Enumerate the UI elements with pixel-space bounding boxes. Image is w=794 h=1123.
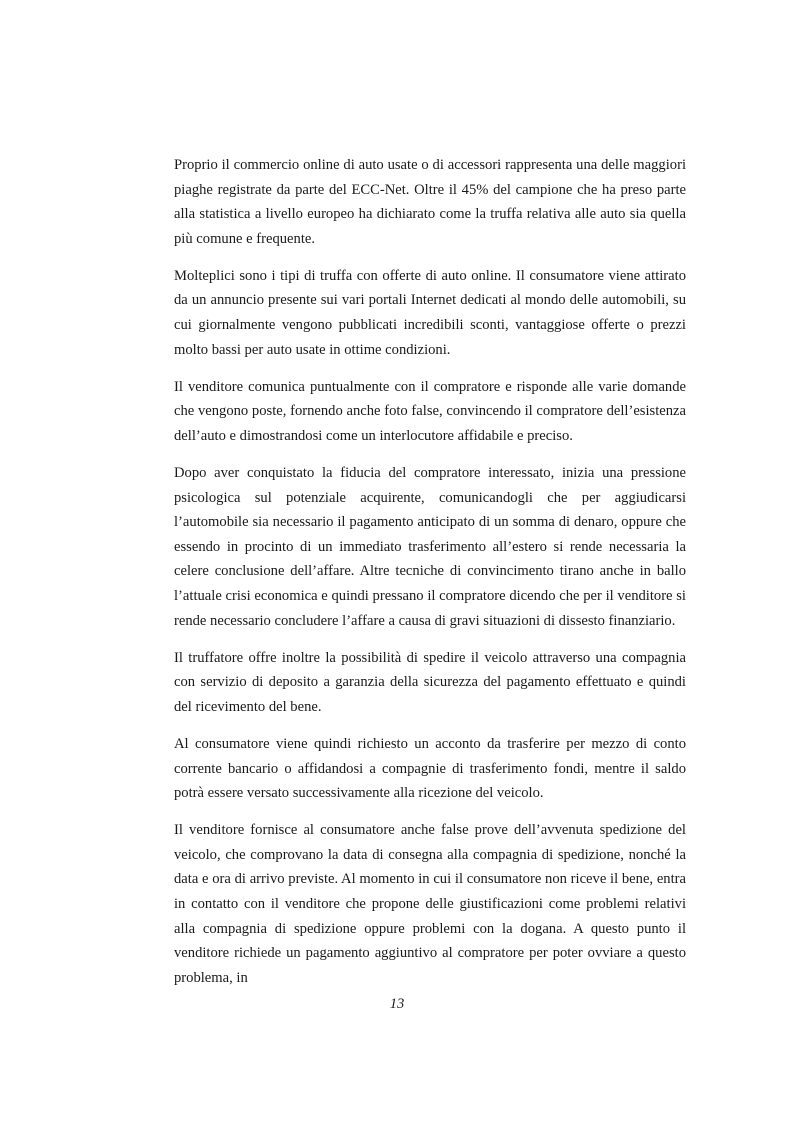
paragraph-6: Al consumatore viene quindi richiesto un acconto da trasferire per mezzo di conto corrente bancario o affidandosi a compagnie di trasferimento fondi, mentre il saldo potrà essere versato successivamente alla ricezione del veicolo. — [174, 735, 686, 802]
body-text — [174, 153, 686, 1003]
page-number: 13 — [389, 996, 405, 1012]
paragraph-4: Dopo aver conquistato la fiducia del compratore interessato, inizia una pressione psicologica sul potenziale acquirente, comunicandogli che per aggiudicarsi l’automobile sia necessario il pagamento anticipato di un somma di denaro, oppure che essendo in procinto di un immediato trasferimento all’estero si rende necessaria la celere conclusione dell’affare. Altre tecniche di convincimento tirano anche in ballo l’attuale crisi economica e quindi pressano il compratore dicendo che per il venditore si rende necessario concludere l’affare a causa di gravi situazioni di dissesto finanziario. — [174, 465, 686, 629]
paragraph-1: Proprio il commercio online di auto usate o di accessori rappresenta una delle maggiori piaghe registrate da parte del ECC-Net. Oltre il 45% del campione che ha preso parte alla statistica a livello europeo ha dichiarato come la truffa relativa alle auto sia quella più comune e frequente. — [174, 157, 686, 247]
paragraph-3: Il venditore comunica puntualmente con il compratore e risponde alle varie domande che vengono poste, fornendo anche foto false, convincendo il compratore dell’esistenza dell’auto e dimostrandosi come un interlocutore affidabile e preciso. — [174, 378, 686, 444]
paragraph-7: Il venditore fornisce al consumatore anche false prove dell’avvenuta spedizione del veicolo, che comprovano la data di consegna alla compagnia di spedizione, nonché la data e ora di arrivo previste. Al momento in cui il consumatore non riceve il bene, entra in contatto con il venditore che propone delle giustificazioni come problemi relativi alla compagnia di spedizione oppure problemi con la dogana. A questo punto il venditore richiede un pagamento aggiuntivo al compratore per poter ovviare a questo problema, in — [174, 822, 686, 986]
paragraph-2: Molteplici sono i tipi di truffa con offerte di auto online. Il consumatore viene attirato da un annuncio presente sui vari portali Internet dedicati al mondo delle automobili, su cui giornalmente vengono pubblicati incredibili sconti, vantaggiose offerte o prezzi molto bassi per auto usate in ottime condizioni. — [174, 267, 686, 358]
paragraph-5: Il truffatore offre inoltre la possibilità di spedire il veicolo attraverso una compagnia con servizio di deposito a garanzia della sicurezza del pagamento effettuato e quindi del ricevimento del bene. — [174, 649, 686, 715]
